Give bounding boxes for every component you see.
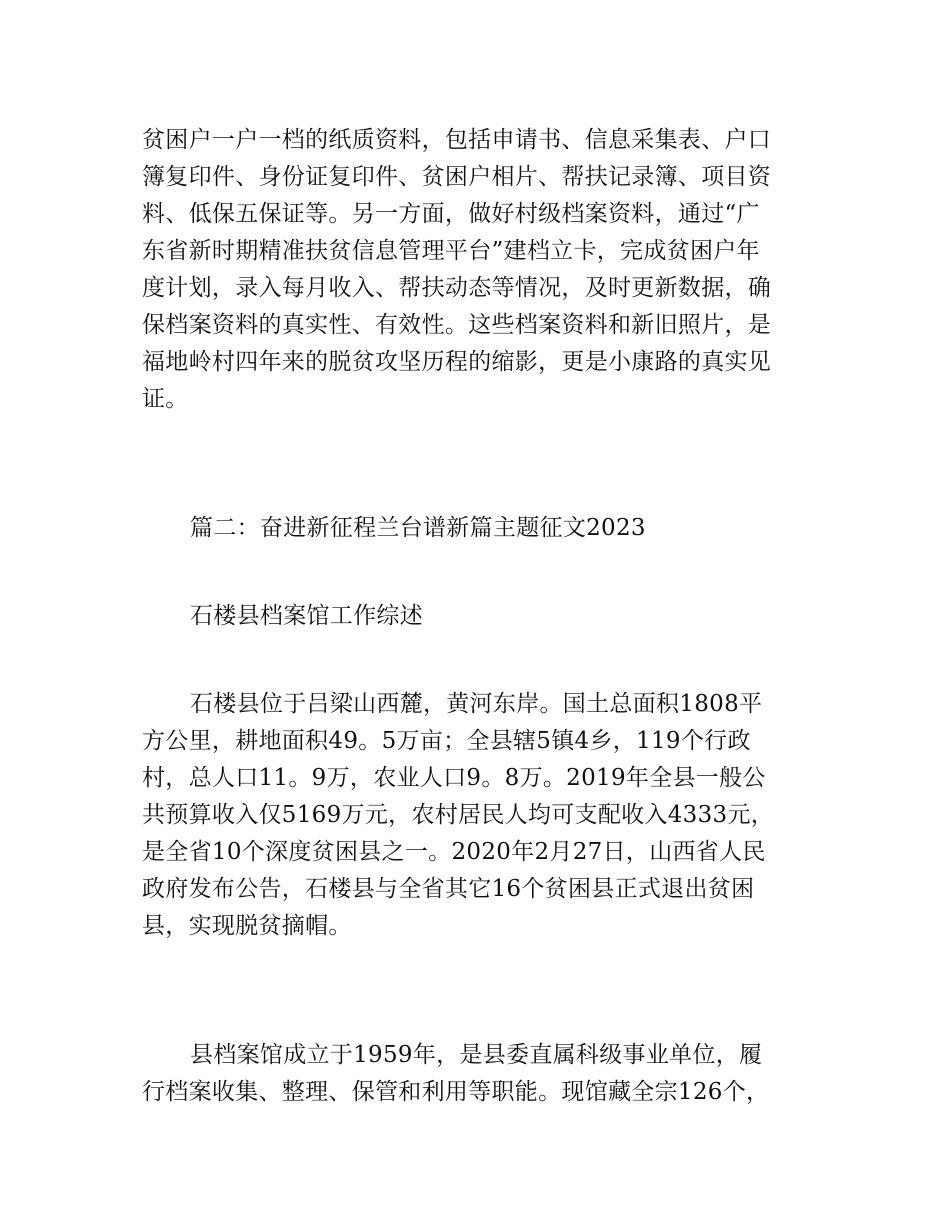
section-heading-part-two: 篇二：奋进新征程兰台谱新篇主题征文2023 xyxy=(190,515,646,541)
article-title: 石楼县档案馆工作综述 xyxy=(190,603,423,629)
paragraph-3-line-1: 县档案馆成立于1959年，是县委直属科级事业单位，履 xyxy=(190,1042,763,1068)
paragraph-1-line-1: 贫困户一户一档的纸质资料，包括申请书、信息采集表、户口 xyxy=(142,127,772,153)
paragraph-3-line-2: 行档案收集、整理、保管和利用等职能。现馆藏全宗126个， xyxy=(142,1079,770,1105)
paragraph-2-line-2: 方公里，耕地面积49。5万亩；全县辖5镇4乡，119个行政 xyxy=(142,728,751,754)
paragraph-1-line-3: 料、低保五保证等。另一方面，做好村级档案资料，通过“广 xyxy=(142,201,760,227)
paragraph-2-line-4: 共预算收入仅5169万元，农村居民人均可支配收入4333元， xyxy=(142,802,775,828)
paragraph-2-line-7: 县，实现脱贫摘帽。 xyxy=(142,913,352,939)
paragraph-2-line-1: 石楼县位于吕梁山西麓，黄河东岸。国土总面积1808平 xyxy=(190,691,763,717)
paragraph-1-line-5: 度计划，录入每月收入、帮扶动态等情况，及时更新数据，确 xyxy=(142,275,772,301)
paragraph-1-line-7: 福地岭村四年来的脱贫攻坚历程的缩影，更是小康路的真实见 xyxy=(142,349,772,375)
paragraph-1-line-2: 簿复印件、身份证复印件、贫困户相片、帮扶记录簿、项目资 xyxy=(142,164,772,190)
paragraph-1-line-8: 证。 xyxy=(142,386,189,412)
paragraph-2-line-3: 村，总人口11。9万，农业人口9。8万。2019年全县一般公 xyxy=(142,765,766,791)
paragraph-2-line-6: 政府发布公告，石楼县与全省其它16个贫困县正式退出贫困 xyxy=(142,876,755,902)
paragraph-1-line-6: 保档案资料的真实性、有效性。这些档案资料和新旧照片，是 xyxy=(142,312,772,338)
paragraph-2-line-5: 是全省10个深度贫困县之一。2020年2月27日，山西省人民 xyxy=(142,839,766,865)
paragraph-1-line-4: 东省新时期精准扶贫信息管理平台”建档立卡，完成贫困户年 xyxy=(142,238,760,264)
